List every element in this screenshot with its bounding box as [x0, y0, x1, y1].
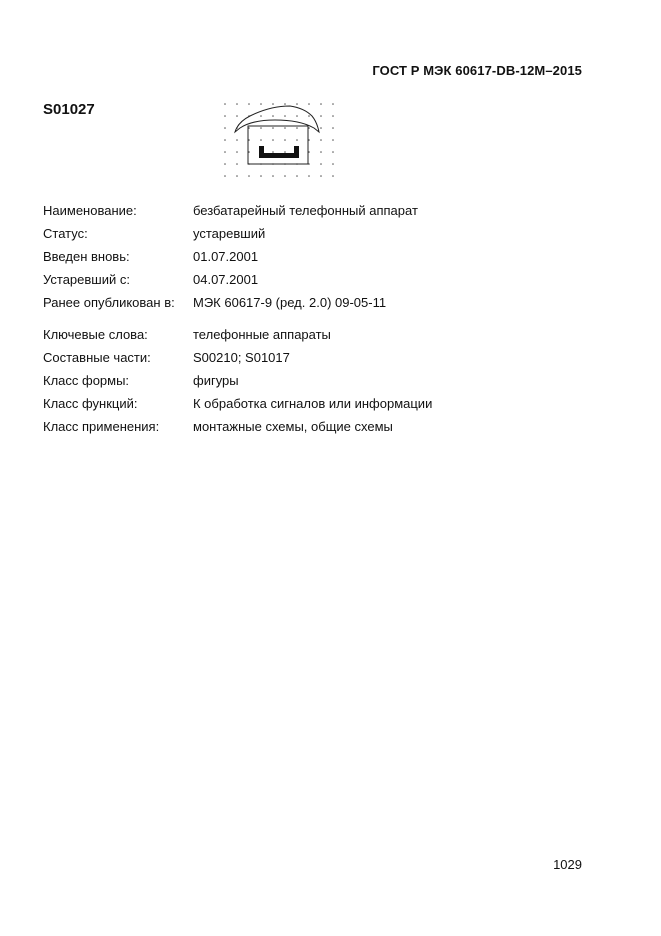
property-row-application-class: [43, 417, 432, 440]
grid-dot: [296, 115, 298, 117]
grid-dot: [320, 115, 322, 117]
grid-dot: [272, 139, 274, 141]
symbol-properties: [43, 201, 432, 440]
property-row-status: [43, 224, 432, 247]
document-header: ГОСТ Р МЭК 60617-DB-12M–2015: [372, 63, 582, 78]
property-label: Ключевые слова:: [43, 327, 148, 342]
grid-dot: [224, 139, 226, 141]
grid-dot: [284, 127, 286, 129]
property-row-function-class: [43, 394, 432, 417]
property-value: 04.07.2001: [193, 272, 259, 287]
grid-dot: [308, 175, 310, 177]
grid-dot: [236, 139, 238, 141]
property-label: Введен вновь:: [43, 249, 130, 264]
property-row-introduced: [43, 247, 432, 270]
grid-dot: [320, 103, 322, 105]
property-label: Класс применения:: [43, 419, 160, 434]
grid-dot: [248, 103, 250, 105]
property-row-shape-class: [43, 371, 432, 394]
grid-dot: [284, 103, 286, 105]
property-value: безбатарейный телефонный аппарат: [193, 203, 418, 218]
grid-dot: [260, 103, 262, 105]
grid-dot: [296, 139, 298, 141]
grid-dot: [332, 151, 334, 153]
symbol-code: S01027: [43, 101, 95, 118]
grid-dot: [308, 115, 310, 117]
grid-dot: [284, 139, 286, 141]
grid-dot: [224, 103, 226, 105]
grid-dot: [332, 115, 334, 117]
property-value: S00210; S01017: [193, 350, 290, 365]
grid-dot: [260, 139, 262, 141]
grid-dot: [272, 175, 274, 177]
grid-dot: [260, 127, 262, 129]
grid-dot: [284, 115, 286, 117]
property-label: Класс функций:: [43, 396, 138, 411]
property-value: устаревший: [193, 226, 266, 241]
grid-dot: [332, 163, 334, 165]
grid-dot: [320, 175, 322, 177]
property-row-obsolete-since: [43, 270, 432, 293]
grid-dot: [296, 103, 298, 105]
grid-dot: [320, 139, 322, 141]
telephone-symbol-icon: [220, 98, 340, 180]
property-value: монтажные схемы, общие схемы: [193, 419, 393, 434]
grid-dot: [332, 139, 334, 141]
property-row-name: [43, 201, 432, 224]
grid-dot: [224, 127, 226, 129]
grid-dot: [308, 103, 310, 105]
property-row-keywords: [43, 325, 432, 348]
property-label: Устаревший с:: [43, 272, 130, 287]
grid-dot: [332, 127, 334, 129]
page-number: 1029: [553, 857, 582, 872]
property-label: Наименование:: [43, 203, 137, 218]
grid-dot: [320, 163, 322, 165]
grid-dot: [224, 115, 226, 117]
grid-dot: [320, 127, 322, 129]
grid-dot: [236, 115, 238, 117]
property-row-previously-published: [43, 293, 432, 316]
property-row-components: [43, 348, 432, 371]
grid-dot: [296, 127, 298, 129]
grid-dot: [224, 175, 226, 177]
grid-dot: [332, 175, 334, 177]
grid-dot: [272, 151, 274, 153]
property-value: МЭК 60617-9 (ред. 2.0) 09-05-11: [193, 295, 387, 310]
property-value: фигуры: [193, 373, 239, 388]
grid-dot: [284, 151, 286, 153]
grid-dot: [332, 103, 334, 105]
grid-dot: [236, 151, 238, 153]
grid-dot: [248, 175, 250, 177]
grid-dot: [224, 151, 226, 153]
section-gap: [43, 316, 432, 325]
grid-dot: [236, 175, 238, 177]
grid-dot: [272, 127, 274, 129]
property-value: 01.07.2001: [193, 249, 259, 264]
grid-dot: [260, 115, 262, 117]
property-label: Ранее опубликован в:: [43, 295, 175, 310]
property-label: Класс формы:: [43, 373, 130, 388]
grid-dot: [224, 163, 226, 165]
grid-dot: [296, 175, 298, 177]
property-value: К обработка сигналов или информации: [193, 396, 433, 411]
property-value: телефонные аппараты: [193, 327, 331, 342]
grid-dot: [260, 175, 262, 177]
grid-dot: [272, 103, 274, 105]
grid-dot: [284, 175, 286, 177]
grid-dot: [320, 151, 322, 153]
grid-dot: [236, 103, 238, 105]
property-label: Статус:: [43, 226, 88, 241]
grid-dot: [272, 115, 274, 117]
property-label: Составные части:: [43, 350, 151, 365]
grid-dot: [236, 163, 238, 165]
